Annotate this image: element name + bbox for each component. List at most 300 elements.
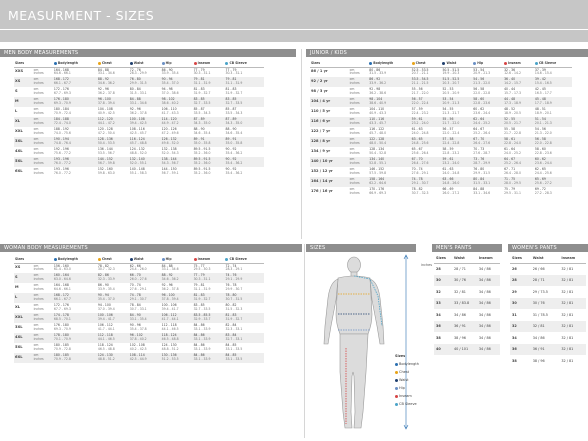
value-cm: 88 - 90 <box>193 127 205 132</box>
size-label: 36 <box>510 344 531 356</box>
measurement-cell <box>53 147 97 157</box>
measurement-cell <box>441 77 472 87</box>
measurement-cell <box>193 333 225 343</box>
table-row <box>510 355 586 367</box>
measurement-cell <box>53 353 97 363</box>
value-inches: 20.5 - 21.7 <box>504 121 521 125</box>
measurement-cell <box>534 187 572 197</box>
measurement-cell <box>193 97 225 107</box>
value-inches: 29.9 - 31.5 <box>473 171 491 175</box>
measurement-cell <box>193 127 225 137</box>
value-inches: 31.9 - 32.7 <box>193 91 211 95</box>
value-cm: 104 - 110 <box>369 107 385 112</box>
value-cm: 61 - 63 <box>442 167 454 172</box>
measurement-cell <box>368 87 410 97</box>
measurement-cell <box>224 293 264 303</box>
size-label: 28 <box>510 275 531 287</box>
measurement-cell: 26 / 66 <box>532 267 545 271</box>
measurement-cell: 36 / 91 <box>531 344 560 356</box>
value-cm: 104 - 108 <box>97 107 113 112</box>
value-cm: 180 - 184 <box>53 107 69 112</box>
value-inches: 49.6 - 52.0 <box>161 141 179 145</box>
value-inches: 30.3 - 31.1 <box>193 71 211 76</box>
table-row <box>14 313 264 323</box>
measurement-cell <box>161 293 193 303</box>
value-inches: 20.3 - 20.7 <box>442 81 460 85</box>
measurement-cell <box>472 177 503 187</box>
unit-label <box>33 137 53 147</box>
value-inches: 31.9 - 32.7 <box>225 317 243 321</box>
table-row <box>14 137 264 147</box>
value-inches: 20.5 - 20.9 <box>442 91 460 95</box>
value-cm: 69 - 72 <box>534 187 546 192</box>
value-cm: 59 - 61 <box>411 117 423 122</box>
value-cm: 124 - 132 <box>129 147 145 152</box>
unit-label <box>349 157 369 167</box>
value-cm: 172 - 176 <box>53 87 69 92</box>
measurement-cell <box>368 107 410 117</box>
value-cm: 79 - 81 <box>193 77 205 82</box>
value-cm: 55 - 58 <box>504 127 516 132</box>
value-inches: 40.9 - 43.3 <box>369 111 387 115</box>
value-inches: 32.3 - 33.9 <box>97 277 115 281</box>
value-cm: 74 - 78 <box>129 293 141 298</box>
column-header <box>349 60 369 67</box>
value-inches: 18.9 - 20.5 <box>504 111 521 115</box>
measurement-cell <box>129 137 161 147</box>
measurement-cell: 34 / 86 <box>477 275 500 287</box>
measurement-cell <box>129 147 161 157</box>
size-label: 152 / 12 yr <box>311 169 333 174</box>
value-cm: 102 - 108 <box>129 343 145 348</box>
value-cm: 55 - 56 <box>442 117 454 122</box>
value-cm: 58 - 61 <box>504 137 516 142</box>
value-cm: 52 - 53 <box>442 87 454 92</box>
unit-inches: inches <box>33 357 44 361</box>
value-inches: 27.6 - 29.1 <box>129 287 147 291</box>
value-inches: 33.1 - 33.9 <box>193 337 211 341</box>
measurement-cell <box>411 77 442 87</box>
measurement-cell <box>161 353 193 363</box>
legend-item <box>395 376 419 384</box>
measurement-cell <box>368 77 410 87</box>
value-cm: 146 - 152 <box>369 167 385 172</box>
value-inches: 24.4 - 25.6 <box>534 171 552 175</box>
measurement-cell <box>53 313 97 323</box>
measurement-cell <box>224 157 264 167</box>
measurement-cell <box>53 127 97 137</box>
table-row <box>14 293 264 303</box>
measurement-cell <box>193 353 225 363</box>
measurement-cell <box>441 67 472 77</box>
measurement-cell <box>224 283 264 293</box>
chest-marker-icon <box>412 62 415 65</box>
measurement-cell <box>411 147 442 157</box>
value-inches: 25.6 - 27.2 <box>534 181 552 185</box>
measurement-cell <box>368 187 410 197</box>
value-cm: 67 - 70 <box>473 137 485 142</box>
unit-inches: inches <box>33 277 44 281</box>
value-inches: 29.1 - 30.7 <box>411 181 429 185</box>
measurement-cell <box>534 87 572 97</box>
value-inches: 29.5 - 30.3 <box>193 267 211 272</box>
table-row <box>310 117 572 127</box>
measurement-cell: 38 / 96 <box>532 358 545 363</box>
size-label: 3XL <box>14 137 33 147</box>
value-inches: 29.1 - 30.7 <box>129 297 147 301</box>
cb-sleeve-marker-icon <box>535 62 538 65</box>
value-inches: 51.2 - 53.5 <box>161 357 179 361</box>
value-inches: 34.6 - 36.2 <box>97 81 115 85</box>
value-cm: 77 - 79 <box>193 67 205 72</box>
table-row <box>14 333 264 343</box>
value-cm: 36 - 40 <box>504 77 516 82</box>
value-inches: 24.0 - 24.8 <box>411 131 429 135</box>
value-cm: 84 - 86 <box>193 323 205 328</box>
column-header-label: Chest <box>101 257 112 262</box>
measurement-cell: 32 / 81 <box>561 289 574 294</box>
measurement-cell <box>193 343 225 353</box>
value-inches: 41.7 - 43.3 <box>161 111 179 115</box>
measurement-cell <box>161 263 193 273</box>
measurement-cell <box>53 273 97 283</box>
measurement-cell: 33 / 83.8 <box>452 298 477 310</box>
value-inches: 14.2 - 15.7 <box>504 81 521 85</box>
bodylength-marker-icon <box>395 363 398 366</box>
table-row <box>14 67 264 77</box>
mens-pants-header: MEN'S PANTS <box>432 244 502 252</box>
value-cm: 62 - 65 <box>534 167 546 172</box>
measurement-cell <box>129 97 161 107</box>
value-inches: 23.6 - 24.4 <box>534 161 552 165</box>
value-cm: 86 - 90 <box>161 67 173 72</box>
unit-label <box>33 77 53 87</box>
unit-inches: inches <box>349 191 360 195</box>
measurement-cell <box>129 333 161 343</box>
measurement-cell <box>503 147 534 157</box>
value-inches: 36.2 - 37.8 <box>97 91 115 95</box>
unit-cm: cm <box>33 283 39 288</box>
table-row <box>510 309 586 321</box>
value-inches: 21.3 - 22.0 <box>473 81 491 85</box>
value-inches: 34.6 - 35.4 <box>225 131 243 135</box>
size-label: 38 <box>512 358 517 363</box>
unit-label <box>349 87 369 97</box>
value-inches: 31.5 - 33.1 <box>129 91 147 95</box>
value-inches: 37.8 - 40.2 <box>129 337 147 341</box>
value-inches: 31.1 - 31.9 <box>193 81 211 85</box>
measurement-cell <box>129 157 161 167</box>
value-inches: 22.0 - 22.8 <box>473 91 491 95</box>
measurement-cell <box>472 117 503 127</box>
measurement-cell <box>441 87 472 97</box>
value-inches: 66.9 - 69.3 <box>369 191 387 195</box>
table-row <box>510 344 586 356</box>
value-cm: 57 - 59 <box>411 107 423 112</box>
measurement-cell <box>129 353 161 363</box>
value-inches: 33.1 - 33.9 <box>193 327 211 331</box>
measurement-cell <box>224 137 264 147</box>
value-inches: 67.7 - 69.3 <box>53 307 71 311</box>
value-inches: 56.7 - 59.1 <box>161 171 179 175</box>
column-header: Inseam <box>477 254 500 263</box>
value-inches: 20.7 - 21.1 <box>411 71 429 76</box>
value-cm: 63 - 66 <box>442 177 454 182</box>
value-cm: 79 - 81 <box>193 283 205 288</box>
value-inches: 74.0 - 75.6 <box>53 131 71 135</box>
unit-cm: cm <box>33 157 39 162</box>
column-header-label: Waist <box>133 61 144 66</box>
value-cm: 188 - 192 <box>53 127 69 132</box>
legend-item <box>395 360 419 368</box>
size-label: 30 <box>510 298 531 310</box>
value-cm: 83 - 85 <box>225 97 237 102</box>
value-cm: 160 - 164 <box>53 273 69 278</box>
column-header <box>97 256 129 263</box>
value-cm: 100 - 106 <box>161 303 177 308</box>
value-cm: 53 - 54 <box>442 97 454 102</box>
title-rule <box>0 29 588 30</box>
value-inches: 22.4 - 22.8 <box>442 141 460 145</box>
measurement-cell <box>193 263 225 273</box>
unit-label <box>33 313 53 323</box>
column-header-label: Sizes <box>15 61 25 66</box>
value-inches: 76.0 - 77.2 <box>53 161 71 165</box>
value-inches: 31.5 - 33.9 <box>369 71 387 76</box>
value-cm: 92 - 98 <box>369 87 381 92</box>
measurement-cell <box>534 97 572 107</box>
chest-marker-icon <box>98 62 101 65</box>
value-cm: 132 - 140 <box>129 157 145 162</box>
unit-label <box>33 67 53 77</box>
table-row <box>510 298 586 310</box>
value-cm: 193 - 196 <box>53 157 69 162</box>
value-inches: 32.7 - 33.5 <box>193 307 211 311</box>
unit-label <box>349 137 369 147</box>
value-inches: 29.5 - 31.1 <box>504 191 521 195</box>
measurement-cell <box>193 87 225 97</box>
measurement-cell <box>534 177 572 187</box>
unit-inches: inches <box>33 91 44 95</box>
unit-inches: inches <box>349 121 360 125</box>
junior-size-table <box>310 60 572 197</box>
size-label: XXL <box>14 313 33 323</box>
value-inches: 17.3 - 18.9 <box>504 101 521 105</box>
value-cm: 50.5 - 51.5 <box>442 67 460 72</box>
value-cm: 136 - 144 <box>97 147 113 152</box>
value-cm: 84 - 88 <box>161 263 173 268</box>
value-inches: 26.0 - 27.6 <box>129 277 147 281</box>
value-cm: 98 - 104 <box>369 97 383 102</box>
value-cm: 193 - 196 <box>53 167 69 172</box>
measurement-cell <box>129 283 161 293</box>
measurement-cell <box>503 177 534 187</box>
waist-marker-icon <box>442 62 445 65</box>
size-label: S <box>14 273 33 283</box>
measurement-cell <box>97 107 129 117</box>
legend-label: Inseam <box>399 394 412 398</box>
value-cm: 88 - 92 <box>97 77 109 82</box>
measurement-cell <box>97 333 129 343</box>
table-header-row <box>310 60 572 67</box>
column-header <box>33 256 53 263</box>
value-cm: 170 - 176 <box>369 187 385 192</box>
measurement-cell: 30 / 76 <box>452 275 477 287</box>
men-size-table <box>14 60 264 177</box>
measurement-cell: 32 / 81 <box>561 335 574 340</box>
value-inches: 32.3 - 33.1 <box>225 327 243 331</box>
value-cm: 48 - 52 <box>504 107 516 112</box>
column-header <box>193 256 225 263</box>
value-cm: 83.5 - 85.5 <box>193 313 211 318</box>
value-cm: 176 - 180 <box>53 97 69 102</box>
value-cm: 63 - 65 <box>411 137 423 142</box>
value-inches: 24.4 - 26.0 <box>129 267 147 272</box>
value-inches: 33.9 - 35.4 <box>97 287 115 291</box>
table-row <box>510 286 586 298</box>
measurement-cell <box>193 167 225 177</box>
value-cm: 158 - 164 <box>369 177 385 182</box>
value-inches: 50.4 - 52.8 <box>369 151 387 155</box>
value-inches: 33.1 - 35.4 <box>129 317 147 321</box>
unit-label <box>33 263 53 273</box>
measurement-cell <box>411 117 442 127</box>
value-inches: 39.4 - 41.7 <box>161 307 179 311</box>
value-inches: 37.8 - 39.4 <box>161 297 179 301</box>
value-cm: 56 - 57 <box>411 97 423 102</box>
measurement-cell <box>503 87 534 97</box>
inches-label: inches <box>421 263 432 267</box>
table-header-row <box>510 254 586 263</box>
unit-inches: inches <box>349 171 360 175</box>
value-inches: 26.0 - 27.2 <box>442 191 460 195</box>
measurement-cell <box>224 117 264 127</box>
measurement-cell <box>224 333 264 343</box>
unit-cm: cm <box>33 167 39 172</box>
value-inches: 28.3 - 29.1 <box>225 267 243 272</box>
value-cm: 79 - 81 <box>225 77 237 82</box>
value-inches: 36.2 - 37.8 <box>129 111 147 115</box>
measurement-cell: 32 / 81 <box>531 321 560 333</box>
unit-cm: cm <box>33 107 39 112</box>
value-cm: 76 - 80 <box>473 167 485 172</box>
value-inches: 44.9 - 47.2 <box>161 121 179 125</box>
column-header-label: Bodylength <box>373 61 394 66</box>
unit-label <box>33 127 53 137</box>
value-cm: 84 - 85 <box>225 343 237 348</box>
value-inches: 31.9 - 32.7 <box>193 297 211 301</box>
measurement-cell <box>503 67 534 77</box>
title-bar <box>0 0 588 42</box>
unit-inches: inches <box>33 287 44 291</box>
value-inches: 53.5 - 56.7 <box>97 151 115 155</box>
value-inches: 31.1 - 31.9 <box>193 287 211 291</box>
measurement-cell <box>193 157 225 167</box>
measurement-cell <box>224 77 264 87</box>
value-cm: 51.5 - 52.5 <box>442 77 460 82</box>
measurement-cell <box>368 117 410 127</box>
legend-label: CB Sleeve <box>399 402 417 406</box>
column-header <box>472 60 503 67</box>
value-inches: 21.3 - 22.0 <box>534 131 552 135</box>
table-row <box>510 275 586 287</box>
table-row <box>434 298 500 310</box>
value-inches: 33.1 - 34.6 <box>473 191 491 195</box>
unit-cm: cm <box>33 97 39 102</box>
table-row <box>434 321 500 333</box>
value-cm: 89.5 - 91.5 <box>193 157 211 162</box>
measurement-cell <box>368 177 410 187</box>
value-cm: 84 - 88 <box>473 187 485 192</box>
value-inches: 22.4 - 23.2 <box>411 111 429 115</box>
column-header-label: Bodylength <box>57 61 78 66</box>
chest-marker-icon <box>395 371 398 374</box>
value-cm: 90 - 92 <box>225 167 237 172</box>
unit-inches: inches <box>349 141 360 145</box>
measurement-cell <box>129 323 161 333</box>
unit-inches: inches <box>33 101 44 105</box>
unit-label <box>33 333 53 343</box>
table-row <box>14 157 264 167</box>
measurement-cell: 34 / 86 <box>532 335 545 340</box>
size-label: 31 <box>512 312 517 317</box>
measurement-cell <box>472 77 503 87</box>
value-inches: 75.6 - 77.2 <box>53 151 71 155</box>
table-row <box>14 77 264 87</box>
value-inches: 16.5 - 17.7 <box>534 91 552 95</box>
unit-cm: cm <box>349 127 355 132</box>
measurement-cell <box>53 157 97 167</box>
value-cm: 76 - 80 <box>129 77 141 82</box>
value-inches: 12.6 - 14.2 <box>504 71 521 76</box>
value-cm: 122 - 128 <box>369 137 385 142</box>
value-inches: 35.2 - 36.0 <box>193 151 211 155</box>
unit-cm: cm <box>33 77 39 82</box>
measurement-cell <box>129 87 161 97</box>
measurement-cell <box>161 117 193 127</box>
value-cm: 54 - 55 <box>442 107 454 112</box>
value-inches: 72.4 - 74.0 <box>53 121 71 125</box>
measurement-cell <box>368 127 410 137</box>
value-cm: 114 - 120 <box>161 117 177 122</box>
value-cm: 100 - 108 <box>129 117 145 122</box>
measurement-cell: 32 / 81 <box>561 312 574 317</box>
value-cm: 85 - 87 <box>193 107 205 112</box>
value-inches: 48.8 - 51.2 <box>97 357 115 361</box>
value-inches: 48.8 - 52.0 <box>129 151 147 155</box>
unit-label <box>349 167 369 177</box>
value-inches: 48.0 - 50.4 <box>369 141 387 145</box>
table-row <box>310 97 572 107</box>
value-cm: 106 - 112 <box>97 323 113 328</box>
value-cm: 106 - 112 <box>161 313 177 318</box>
measurement-cell <box>193 293 225 303</box>
measurement-cell <box>472 87 503 97</box>
unit-label <box>349 187 369 197</box>
value-inches: 15.7 - 17.3 <box>504 91 521 95</box>
measurement-cell <box>161 313 193 323</box>
table-row <box>14 107 264 117</box>
value-cm: 80 - 84 <box>473 177 485 182</box>
unit-label <box>33 107 53 117</box>
value-cm: 82 - 84 <box>225 323 237 328</box>
value-inches: 55.1 - 58.3 <box>129 171 147 175</box>
value-inches: 38.6 - 40.9 <box>369 101 387 105</box>
column-header-label: Waist <box>446 61 457 66</box>
value-cm: 180 - 185 <box>53 343 69 348</box>
measurement-cell <box>161 67 193 77</box>
value-cm: 118 - 124 <box>161 333 177 338</box>
